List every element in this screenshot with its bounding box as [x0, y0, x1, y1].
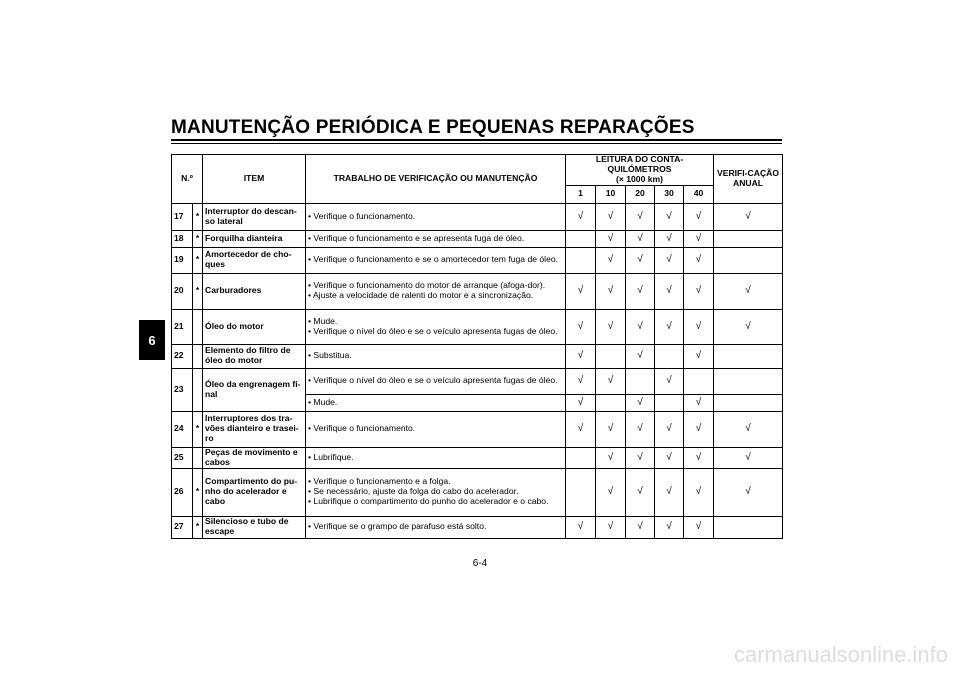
check-mark	[714, 344, 783, 368]
header-km-40: 40	[684, 185, 714, 203]
check-mark: √	[655, 368, 684, 394]
work-step: • Substitua.	[308, 351, 563, 361]
item-name: Silencioso e tubo de escape	[203, 516, 306, 538]
check-mark: √	[714, 411, 783, 447]
work-cell	[306, 273, 566, 309]
work-step: • Lubrifique.	[308, 453, 563, 463]
table-row	[172, 516, 783, 538]
work-cell	[306, 309, 566, 344]
work-step: • Se necessário, ajuste da folga do cabo do acelerador.	[308, 487, 563, 497]
work-step: • Verifique se o grampo de parafuso está solto.	[308, 522, 563, 532]
asterisk-mark	[193, 344, 203, 368]
header-km-30: 30	[655, 185, 684, 203]
item-number: 19	[172, 247, 193, 273]
check-mark: √	[714, 447, 783, 468]
check-mark: √	[626, 394, 655, 411]
table-row	[172, 273, 783, 309]
check-mark: √	[684, 447, 714, 468]
check-mark: √	[596, 273, 626, 309]
asterisk-mark: *	[193, 516, 203, 538]
check-mark: √	[714, 468, 783, 516]
asterisk-mark	[193, 309, 203, 344]
header-km-10: 10	[596, 185, 626, 203]
work-step: • Verifique o funcionamento.	[308, 212, 563, 222]
table-row	[172, 468, 783, 516]
work-cell	[306, 230, 566, 247]
chapter-tab[interactable]: 6	[139, 320, 165, 360]
check-mark: √	[596, 368, 626, 394]
check-mark: √	[596, 411, 626, 447]
item-name: Óleo do motor	[203, 309, 306, 344]
check-mark	[566, 230, 596, 247]
header-num: N.º	[172, 155, 203, 204]
check-mark: √	[596, 468, 626, 516]
work-cell	[306, 447, 566, 468]
check-mark	[566, 447, 596, 468]
check-mark: √	[626, 203, 655, 230]
maintenance-table	[171, 154, 783, 539]
header-item: ITEM	[203, 155, 306, 204]
check-mark: √	[655, 230, 684, 247]
check-mark: √	[626, 468, 655, 516]
check-mark: √	[626, 309, 655, 344]
item-number: 21	[172, 309, 193, 344]
item-number: 26	[172, 468, 193, 516]
check-mark: √	[684, 309, 714, 344]
work-cell	[306, 247, 566, 273]
title-rule	[171, 139, 782, 141]
work-cell	[306, 394, 566, 411]
check-mark	[655, 394, 684, 411]
item-name: Amortecedor de cho-ques	[203, 247, 306, 273]
item-name: Compartimento do pu-nho do acelerador e cabo	[203, 468, 306, 516]
check-mark: √	[714, 309, 783, 344]
asterisk-mark	[193, 447, 203, 468]
check-mark: √	[566, 516, 596, 538]
header-annual: VERIFI-CAÇÃO ANUAL	[714, 155, 783, 204]
item-number: 27	[172, 516, 193, 538]
table-row	[172, 230, 783, 247]
work-step: • Verifique o funcionamento.	[308, 424, 563, 434]
check-mark	[566, 468, 596, 516]
check-mark	[655, 344, 684, 368]
item-name: Interruptor do descan-so lateral	[203, 203, 306, 230]
check-mark	[714, 516, 783, 538]
check-mark: √	[655, 203, 684, 230]
check-mark	[714, 394, 783, 411]
check-mark: √	[684, 411, 714, 447]
check-mark: √	[655, 468, 684, 516]
work-step: • Mude.	[308, 398, 563, 408]
header-km-1: 1	[566, 185, 596, 203]
page-title: MANUTENÇÃO PERIÓDICA E PEQUENAS REPARAÇÕES	[171, 117, 695, 138]
header-odometer-label: LEITURA DO CONTA-QUILÓMETROS	[595, 154, 684, 174]
check-mark: √	[566, 273, 596, 309]
item-name: Elemento do filtro de óleo do motor	[203, 344, 306, 368]
asterisk-mark: *	[193, 411, 203, 447]
check-mark	[626, 368, 655, 394]
check-mark: √	[684, 344, 714, 368]
check-mark: √	[596, 247, 626, 273]
work-step: • Lubrifique o compartimento do punho do acelerador e o cabo.	[308, 497, 563, 507]
check-mark	[596, 344, 626, 368]
table-row	[172, 368, 783, 394]
item-number: 25	[172, 447, 193, 468]
item-name: Carburadores	[203, 273, 306, 309]
title-rule-thin	[171, 143, 782, 144]
work-cell	[306, 368, 566, 394]
check-mark: √	[714, 273, 783, 309]
work-step: • Ajuste a velocidade de ralenti do motor e a sincronização.	[308, 291, 563, 301]
check-mark: √	[655, 309, 684, 344]
table-row	[172, 344, 783, 368]
check-mark: √	[684, 247, 714, 273]
check-mark: √	[684, 273, 714, 309]
check-mark	[684, 368, 714, 394]
check-mark: √	[566, 344, 596, 368]
check-mark: √	[655, 516, 684, 538]
check-mark: √	[626, 447, 655, 468]
table-row	[172, 309, 783, 344]
item-number: 24	[172, 411, 193, 447]
work-step: • Verifique o funcionamento e a folga.	[308, 477, 563, 487]
asterisk-mark	[193, 368, 203, 411]
check-mark: √	[684, 468, 714, 516]
asterisk-mark: *	[193, 247, 203, 273]
table-row	[172, 247, 783, 273]
check-mark	[714, 247, 783, 273]
check-mark: √	[714, 203, 783, 230]
check-mark: √	[626, 247, 655, 273]
asterisk-mark: *	[193, 468, 203, 516]
table-row	[172, 203, 783, 230]
item-name: Interruptores dos tra-vões dianteiro e trasei-ro	[203, 411, 306, 447]
check-mark: √	[566, 411, 596, 447]
check-mark: √	[626, 516, 655, 538]
header-odometer-unit: (× 1000 km)	[615, 173, 664, 184]
check-mark: √	[655, 273, 684, 309]
table-body	[172, 203, 783, 538]
table-row	[172, 411, 783, 447]
check-mark: √	[684, 394, 714, 411]
asterisk-mark: *	[193, 230, 203, 247]
item-name: Forquilha dianteira	[203, 230, 306, 247]
item-number: 18	[172, 230, 193, 247]
page-number: 6-4	[472, 558, 488, 569]
work-step: • Verifique o funcionamento e se o amortecedor tem fuga de óleo.	[308, 255, 563, 265]
check-mark: √	[655, 247, 684, 273]
check-mark: √	[566, 203, 596, 230]
item-name: Peças de movimento e cabos	[203, 447, 306, 468]
check-mark: √	[596, 447, 626, 468]
check-mark: √	[626, 344, 655, 368]
item-name: Óleo da engrenagem fi-nal	[203, 368, 306, 411]
check-mark: √	[626, 411, 655, 447]
check-mark: √	[684, 230, 714, 247]
work-step: • Verifique o nível do óleo e se o veículo apresenta fugas de óleo.	[308, 376, 563, 386]
item-number: 17	[172, 203, 193, 230]
check-mark: √	[566, 309, 596, 344]
check-mark: √	[684, 203, 714, 230]
work-cell	[306, 516, 566, 538]
asterisk-mark: *	[193, 203, 203, 230]
check-mark: √	[626, 273, 655, 309]
header-odometer	[566, 155, 714, 186]
work-cell	[306, 411, 566, 447]
check-mark: √	[596, 203, 626, 230]
check-mark: √	[596, 309, 626, 344]
check-mark: √	[655, 447, 684, 468]
check-mark: √	[596, 516, 626, 538]
check-mark: √	[655, 411, 684, 447]
check-mark: √	[566, 368, 596, 394]
work-step: • Verifique o nível do óleo e se o veículo apresenta fugas de óleo.	[308, 327, 563, 337]
check-mark: √	[566, 394, 596, 411]
check-mark	[596, 394, 626, 411]
check-mark: √	[596, 230, 626, 247]
header-km-20: 20	[626, 185, 655, 203]
check-mark: √	[626, 230, 655, 247]
asterisk-mark: *	[193, 273, 203, 309]
check-mark: √	[684, 516, 714, 538]
work-step: • Verifique o funcionamento e se apresenta fuga de óleo.	[308, 234, 563, 244]
header-work: TRABALHO DE VERIFICAÇÃO OU MANUTENÇÃO	[306, 155, 566, 204]
item-number: 22	[172, 344, 193, 368]
check-mark	[714, 230, 783, 247]
check-mark	[566, 247, 596, 273]
table-row	[172, 447, 783, 468]
check-mark	[714, 368, 783, 394]
item-number: 20	[172, 273, 193, 309]
work-cell	[306, 344, 566, 368]
work-cell	[306, 468, 566, 516]
watermark: carmanualsonline.info	[733, 642, 948, 667]
item-number: 23	[172, 368, 193, 411]
work-step: • Verifique o funcionamento do motor de arranque (afoga-dor).	[308, 281, 563, 291]
work-cell	[306, 203, 566, 230]
work-step: • Mude.	[308, 317, 563, 327]
